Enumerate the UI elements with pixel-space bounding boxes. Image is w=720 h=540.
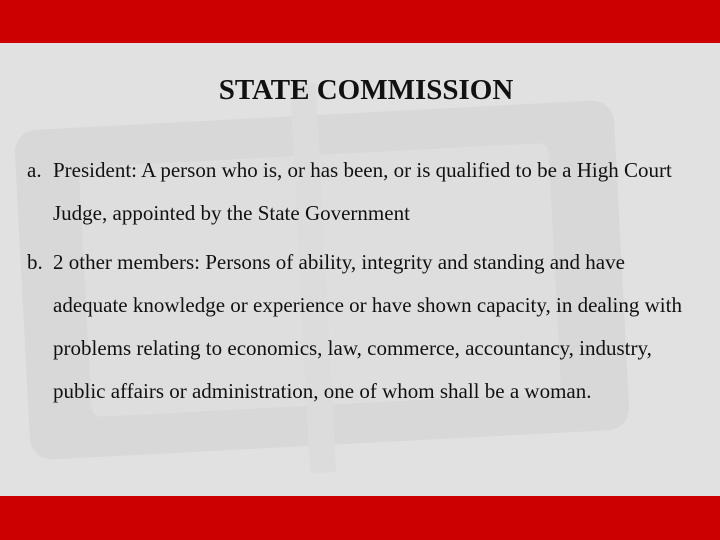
bottom-accent-bar [0, 496, 720, 540]
slide-title: STATE COMMISSION [218, 74, 514, 106]
list-item-members [27, 241, 697, 413]
list-item-president [27, 149, 697, 235]
list-marker-b: b. [27, 250, 43, 274]
list-item-text-president: President: A person who is, or has been, or is qualified to be a High Court Judge, appointed by the State Government [53, 158, 672, 225]
list-marker-a: a. [27, 158, 42, 182]
list-item-text-members: 2 other members: Persons of ability, integrity and standing and have adequate knowledge or experience or have shown capacity, in dealing with problems relating to economics, law, commerce, accountancy, industry, public affairs or administration, one of whom shall be a woman. [53, 250, 682, 403]
top-accent-bar [0, 0, 720, 43]
